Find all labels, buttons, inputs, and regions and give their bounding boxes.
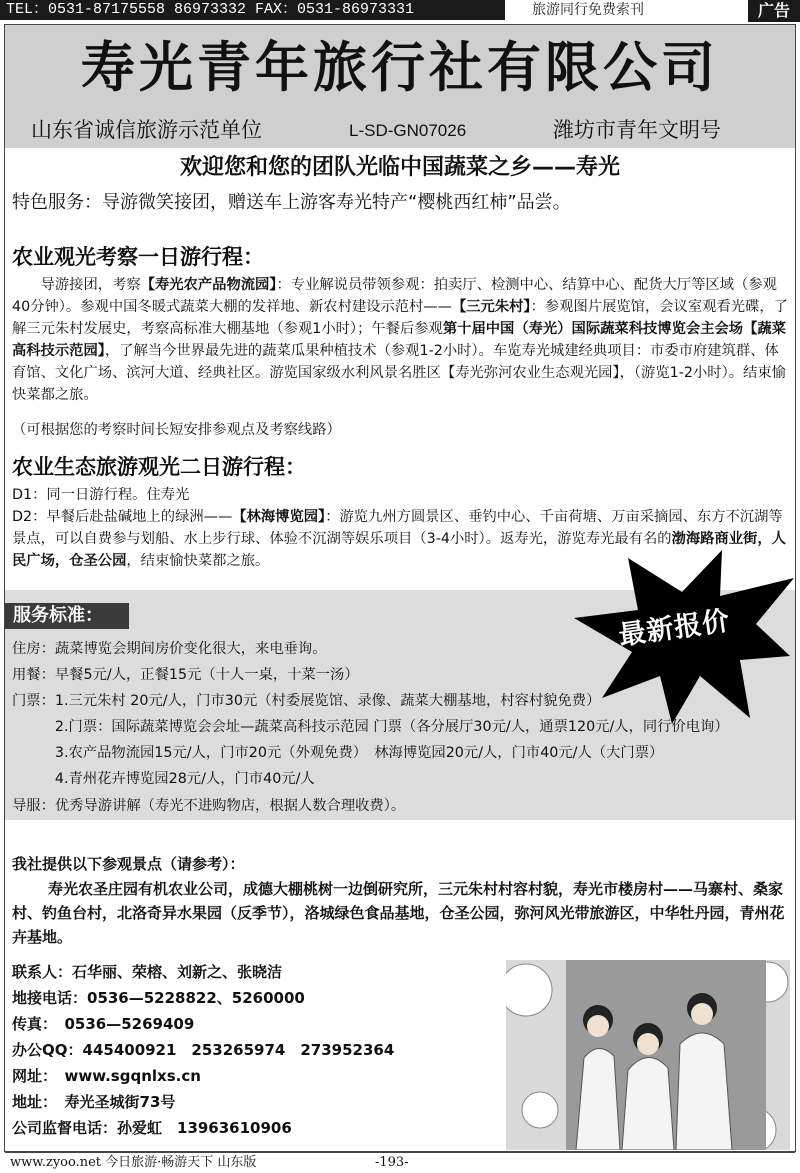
service-line: 4.青州花卉博览园28元/人，门市40元/人: [12, 771, 315, 787]
contact-people: 联系人：石华丽、荣榕、刘新之、张晓洁: [12, 963, 283, 981]
service-line: 住房：蔬菜博览会期间房价变化很大，来电垂询。: [12, 641, 327, 657]
latest-price-badge: 最新报价: [616, 605, 733, 652]
staff-photo: [506, 960, 790, 1150]
special-service: 特色服务：导游微笑接团，赠送车上游客寿光特产“樱桃西红柿”品尝。: [12, 192, 571, 213]
service-line: 导服：优秀导游讲解（寿光不进购物店，根据人数合理收费）。: [12, 798, 406, 814]
tour2-seg: D2：早餐后赴盐碱地上的绿洲——: [12, 509, 233, 525]
ad-tag: 广告: [748, 0, 800, 22]
spots-heading: 我社提供以下参观景点（请参考）：: [12, 855, 245, 873]
contact-phone: 地接电话：0536—5228822、5260000: [12, 989, 305, 1007]
tour1-bold: 【三元朱村】: [451, 299, 531, 315]
tour2-bold: 【林海博览园】: [232, 509, 326, 525]
contact-qq: 办公QQ：445400921 253265974 273952364: [12, 1041, 395, 1059]
spots-list: 寿光农圣庄园有机农业公司，成德大棚桃树一边倒研究所，三元朱村村容村貌，寿光市楼房村——马寨村、桑家村、钓鱼台村，北洛奇异水果园（反季节），洛城绿色食品基地，仓圣公园，弥河风光带旅游区，中华牡丹园，青州花卉基地。: [12, 880, 785, 946]
tour2-bold: 渤海路商业街，人民广场，仓圣公园: [12, 531, 786, 569]
tour1-seg: ：参观图片展览馆，会议室观看光碟，了解三元朱村发展史，考察高标准大棚基地（参观1小时）；午餐后参观: [12, 299, 788, 337]
contact-website[interactable]: 网址： www.sgqnlxs.cn: [12, 1067, 201, 1085]
top-index: 旅游同行免费索刊: [532, 2, 644, 18]
service-line: 门票：1.三元朱村 20元/人，门市30元（村委展览馆、录像、蔬菜大棚基地，村容村貌免费）: [12, 693, 601, 709]
tour1-text: [12, 274, 790, 406]
service-line: 2.门票：国际蔬菜博览会会址—蔬菜高科技示范园 门票（各分展厅30元/人，通票120元/人，同行价电询）: [12, 719, 729, 735]
page-number: -193-: [375, 1155, 409, 1170]
service-line: 用餐：早餐5元/人，正餐15元（十人一桌，十菜一汤）: [12, 667, 359, 683]
top-bar: [0, 0, 800, 22]
tour2-d1: D1：同一日游行程。住寿光: [12, 487, 190, 503]
page-footer: [5, 1152, 795, 1173]
honor-title: 潍坊市青年文明号: [553, 118, 721, 142]
tour1-bold: 【寿光农产品物流园】: [140, 277, 277, 293]
license-number: L-SD-GN07026: [349, 121, 467, 140]
tour1-seg: ：专业解说员带领参观：拍卖厅、检测中心、结算中心、配货大厅等区域（参观40分钟）。参观中国冬暖式蔬菜大棚的发祥地、新农村建设示范村——: [12, 277, 777, 315]
tour1-bold: 第十届中国（寿光）国际蔬菜科技博览会主会场【蔬菜高科技示范园】: [12, 321, 786, 359]
services-label: 服务标准：: [5, 603, 129, 629]
footer-source: www.zyoo.net 今日旅游·畅游天下 山东版: [10, 1155, 257, 1170]
tour1-seg: ，了解当今世界最先进的蔬菜瓜果种植技术（参观1-2小时）。车览寿光城建经典项目：市委市府建筑群、体育馆、文化广场、滨河大道、经典社区。游览国家级水利风景名胜区【寿光弥河农业生态观光园】，（游览1-2小时）。结束愉快菜都之旅。: [12, 343, 786, 403]
header-banner: [5, 25, 795, 148]
tour2-seg: ，结束愉快菜都之旅。: [126, 553, 270, 569]
tour2-heading: 农业生态旅游观光二日游行程：: [12, 455, 306, 479]
tour1-seg: 导游接团，考察: [12, 277, 141, 293]
top-contact: TEL：0531-87175558 86973332 FAX：0531-86973331: [0, 0, 505, 20]
tour1-note: （可根据您的考察时间长短安排参观点及考察线路）: [12, 422, 341, 438]
credential-unit: 山东省诚信旅游示范单位: [31, 118, 262, 142]
service-line: 3.农产品物流园15元/人，门市20元（外观免费） 林海博览园20元/人，门市40元/人（大门票）: [12, 745, 664, 761]
contact-supervision: 公司监督电话：孙爱虹 13963610906: [12, 1119, 292, 1137]
welcome-heading: 欢迎您和您的团队光临中国蔬菜之乡——寿光: [179, 155, 620, 180]
contact-address: 地址： 寿光圣城街73号: [12, 1093, 176, 1111]
tour2-seg: ：游览九州方圆景区、垂钓中心、千亩荷塘、万亩采摘园、东方不沉湖等景点，可以自费参与划船、水上步行球、体验不沉湖等娱乐项目（3-4小时）。返寿光，游览寿光最有名的: [12, 509, 783, 547]
company-title: 寿光青年旅行社有限公司: [81, 36, 719, 99]
tour1-heading: 农业观光考察一日游行程：: [12, 245, 264, 269]
contact-fax: 传真： 0536—5269409: [12, 1015, 195, 1033]
staff-photo-illustration: [506, 960, 790, 1150]
